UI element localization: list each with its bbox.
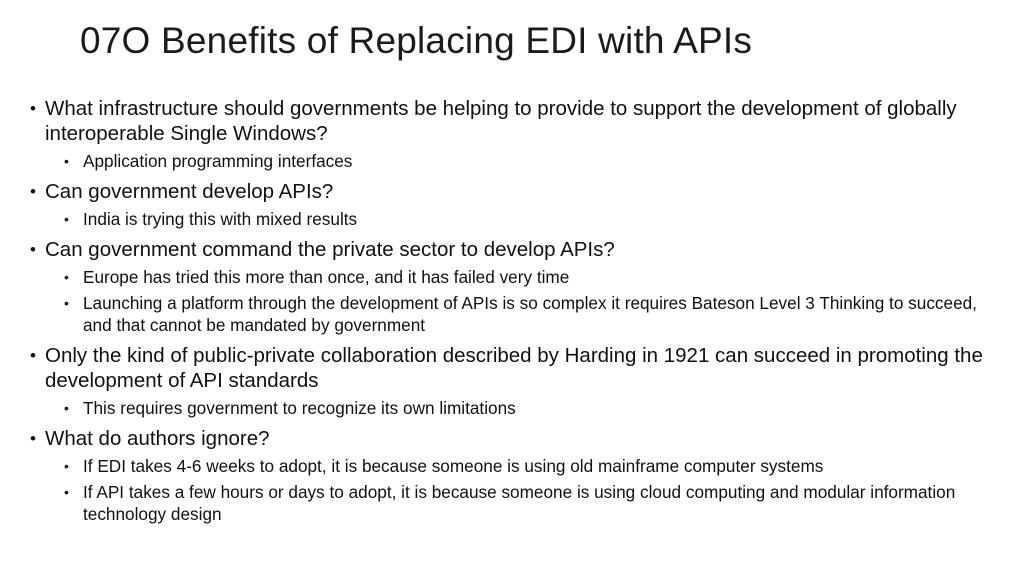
sub-bullet-item <box>30 150 1005 172</box>
bullet-item <box>30 96 1005 146</box>
sub-bullet-item <box>30 266 1005 288</box>
bullet-item <box>30 237 1005 262</box>
bullet-text: Can government develop APIs? <box>45 180 334 203</box>
bullet-icon: • <box>30 429 36 448</box>
bullet-text: What do authors ignore? <box>45 427 270 450</box>
sub-bullet-text: Launching a platform through the development of APIs is so complex it requires Bateson Level 3 Thinking to succeed, and that cannot be mandated by government <box>83 293 977 335</box>
bullet-icon: • <box>64 484 69 500</box>
bullet-icon: • <box>30 240 36 259</box>
bullet-icon: • <box>64 458 69 474</box>
sub-bullet-text: Application programming interfaces <box>83 151 353 171</box>
bullet-icon: • <box>64 269 69 285</box>
sub-bullet-text: India is trying this with mixed results <box>83 209 358 229</box>
sub-bullet-item <box>30 481 1005 525</box>
bullet-text: What infrastructure should governments be helping to provide to support the development of globally interoperable Single Windows? <box>45 97 957 145</box>
bullet-item <box>30 343 1005 393</box>
sub-bullet-item <box>30 397 1005 419</box>
bullet-list <box>30 96 1005 525</box>
bullet-icon: • <box>64 211 69 227</box>
sub-bullet-text: If EDI takes 4-6 weeks to adopt, it is because someone is using old mainframe computer systems <box>83 456 824 476</box>
sub-bullet-text: Europe has tried this more than once, and it has failed very time <box>83 267 570 287</box>
sub-bullet-item <box>30 455 1005 477</box>
sub-bullet-item <box>30 292 1005 336</box>
bullet-icon: • <box>64 153 69 169</box>
sub-bullet-item <box>30 208 1005 230</box>
bullet-icon: • <box>30 99 36 118</box>
bullet-item <box>30 426 1005 451</box>
bullet-icon: • <box>30 346 36 365</box>
bullet-icon: • <box>64 295 69 311</box>
bullet-text: Only the kind of public-private collaboration described by Harding in 1921 can succeed in promoting the development of API standards <box>45 344 983 392</box>
bullet-text: Can government command the private sector to develop APIs? <box>45 238 615 261</box>
slide-title: 07O Benefits of Replacing EDI with APIs <box>80 20 753 61</box>
sub-bullet-text: This requires government to recognize its own limitations <box>83 398 516 418</box>
sub-bullet-text: If API takes a few hours or days to adopt, it is because someone is using cloud computing and modular information technology design <box>83 482 956 524</box>
bullet-icon: • <box>30 182 36 201</box>
bullet-icon: • <box>64 400 69 416</box>
bullet-item <box>30 179 1005 204</box>
